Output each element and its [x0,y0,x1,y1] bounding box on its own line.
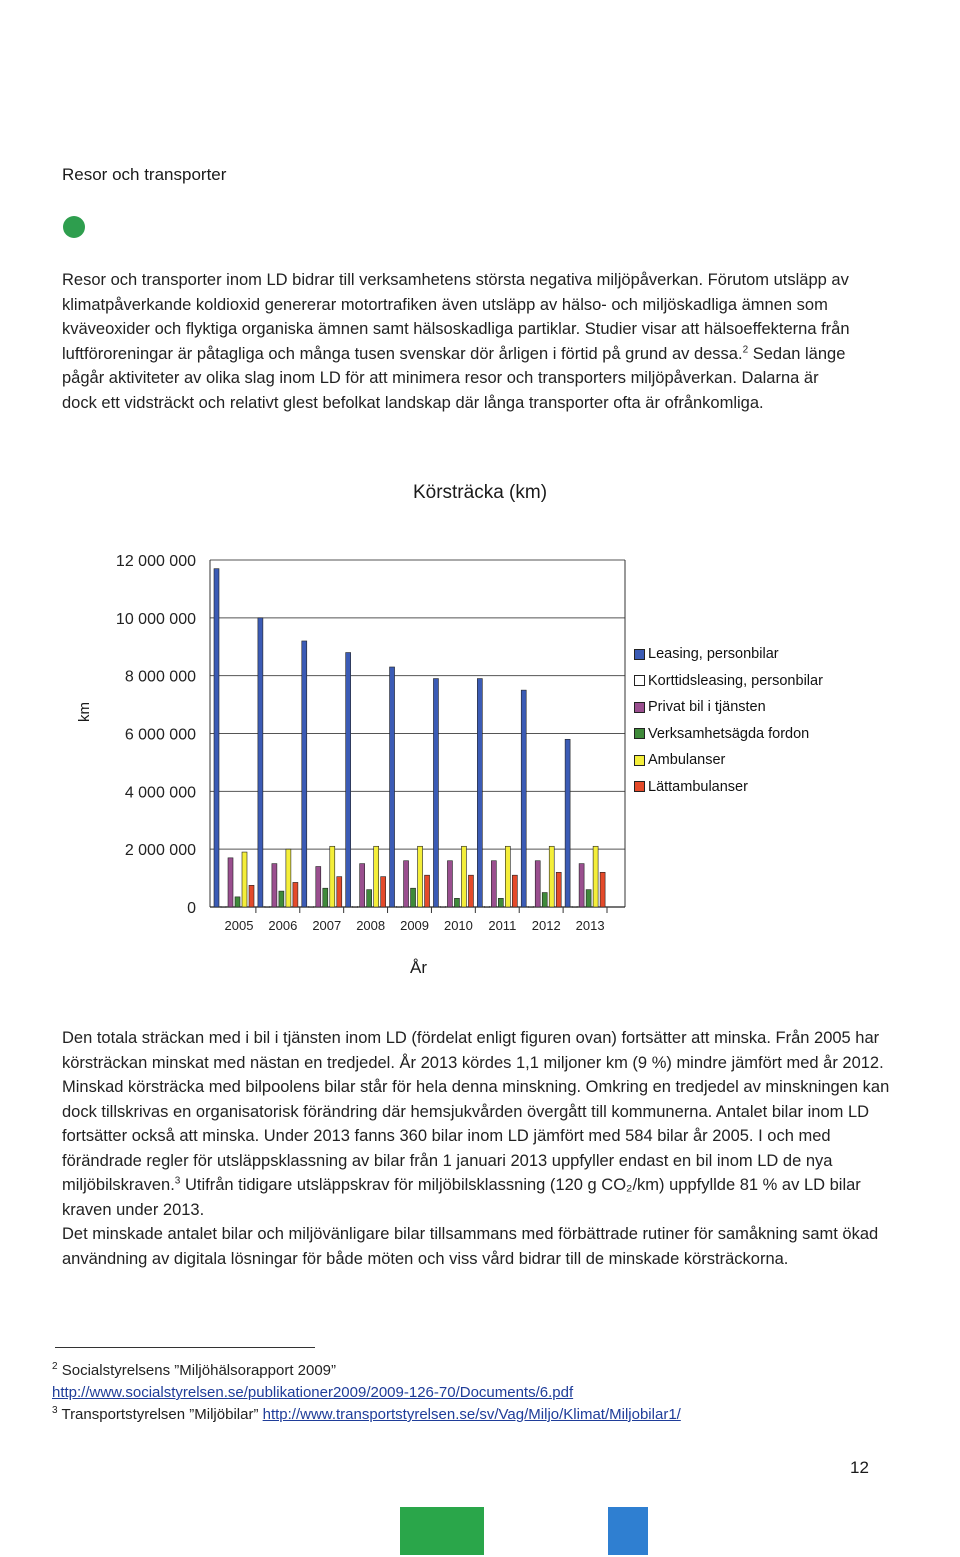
x-axis-title: År [410,958,427,977]
x-tick-label: 2012 [531,918,561,933]
intro-text-b: Sedan länge pågår aktiviteter av olika slag inom LD för att minimera resor och transporters miljöpåverkan. Dalarna är dock ett vidsträckt och relativt glest befolkat landskap där långa transporter ofta är ofrånkomliga. [62,344,846,412]
bar [477,679,482,907]
footnote-ref-2[interactable]: 2 [742,344,749,355]
bar [228,858,233,907]
bar [258,618,263,907]
legend-label: Leasing, personbilar [648,646,779,662]
bar [337,877,342,907]
bar [498,898,503,907]
footnote-number: 3 [52,1405,58,1416]
y-tick-label: 10 000 000 [115,610,196,628]
legend-swatch [634,675,645,686]
legend-swatch [634,649,645,660]
y-tick-label: 4 000 000 [124,784,196,802]
footnote-link[interactable]: http://www.transportstyrelsen.se/sv/Vag/Miljo/Klimat/Miljobilar1/ [262,1406,681,1423]
bar [468,875,473,907]
bar [286,849,291,907]
legend-label: Privat bil i tjänsten [648,699,766,715]
bar [265,906,270,907]
bar [411,888,416,907]
bar [433,679,438,907]
bar [600,872,605,907]
bar [397,906,402,907]
bar [367,890,372,907]
x-tick-label: 2006 [268,918,298,933]
bar [360,864,365,907]
legend-swatch [634,755,645,766]
legend-label: Lättambulanser [648,778,748,795]
bar [272,864,277,907]
bar [447,861,452,907]
x-tick-label: 2010 [443,918,473,933]
y-tick-label: 8 000 000 [124,668,196,686]
legend-item-privat-bil [634,694,823,721]
bar [374,846,379,907]
footnote-number: 2 [52,1361,58,1372]
bar [579,864,584,907]
bar [293,882,298,907]
legend-item-ambulanser [634,747,823,774]
x-tick-label: 2005 [224,918,254,933]
x-tick-label: 2011 [488,918,517,933]
bar [316,867,321,907]
bar [440,906,445,907]
footnote-text: Transportstyrelsen ”Miljöbilar” [57,1406,263,1423]
bar [549,846,554,907]
legend-swatch [634,728,645,739]
bar [279,891,284,907]
summary-paragraph-1 [62,1026,892,1222]
bar [346,653,351,907]
summary-paragraphs [62,1026,892,1271]
chart-title: Körsträcka (km) [412,482,548,503]
bar [353,906,358,907]
bar [418,846,423,907]
chart-legend [634,641,823,800]
legend-swatch [634,702,645,713]
legend-item-leasing [634,641,823,668]
bar [491,861,496,907]
bar [242,852,247,907]
bar [454,898,459,907]
legend-label: Korttidsleasing, personbilar [648,672,823,689]
legend-item-korttidsleasing [634,668,823,695]
bar [542,893,547,907]
footnote-link[interactable]: http://www.socialstyrelsen.se/publikationer2009/2009-126-70/Documents/6.pdf [52,1384,574,1401]
section-heading: Resor och transporter [62,165,227,184]
status-indicator-dot [63,216,85,238]
bar [381,877,386,907]
footnote-ref-3[interactable]: 3 [174,1175,181,1187]
bar [505,846,510,907]
legend-label: Ambulanser [648,752,726,768]
bar [221,906,226,907]
footnote-divider [55,1347,315,1348]
bar [512,875,517,907]
bar [235,897,240,907]
summary-paragraph-2: Det minskade antalet bilar och miljövänligare bilar tillsammans med förbättrade rutiner för samåkning samt ökad användning av digitala lösningar för både möten och viss vård bidrar till de minskade körsträckorna. [62,1225,879,1268]
bar [565,739,570,907]
bar [461,846,466,907]
x-tick-label: 2009 [400,918,430,933]
summary-text-a: Den totala sträckan med i bil i tjänsten inom LD (fördelat enligt figuren ovan) fortsätter att minska. Från 2005 har körsträckan minskat med nästan en tredjedel. År 2013 kördes 1,1 miljoner km (9 %) mindre jämfört med år 2012. Minskad körsträcka med bilpoolens bilar står för hela denna minskning. Omkring en tredjedel av minskningen kan dock tillskrivas en organisatorisk förändring där hemsjukvården övergått till kommunerna. Antalet bilar inom LD fortsätter också att minska. Under 2013 fanns 360 bilar inom LD jämfört med 584 bilar år 2005. I och med förändrade regler för utsläppsklassning av bilar från 1 januari 2013 uppfyller endast en bil inom LD de nya miljöbilskraven. [62,1029,890,1194]
legend-item-verksamhetsagda [634,721,823,748]
legend-label: Verksamhetsägda fordon [648,725,810,742]
y-tick-label: 0 [187,900,196,917]
bar [330,846,335,907]
bar [214,569,219,907]
intro-paragraph [62,268,852,415]
page-number: 12 [850,1458,869,1477]
x-tick-label: 2013 [575,918,605,933]
bar [484,906,489,907]
bar [556,872,561,907]
footnote-3 [52,1404,681,1426]
x-tick-label: 2007 [312,918,342,933]
footnote-2 [52,1360,573,1404]
bar [323,888,328,907]
intro-text-a: Resor och transporter inom LD bidrar till verksamhetens största negativa miljöpåverkan. Förutom utsläpp av klimatpåverkande koldioxid genererar motortrafiken även utsläpp av hälso- och miljöskadliga ämnen som kväveoxider och flyktiga organiska ämnen samt hälsoskadliga partiklar. Studier visar att hälsoeffekterna från luftföroreningar är påtagliga och många tusen svenskar dör årligen i förtid på grund av dessa. [62,271,850,363]
bar [521,690,526,907]
bar [309,906,314,907]
x-tick-label: 2008 [356,918,386,933]
scan-mark-blue [608,1507,648,1555]
bar [425,875,430,907]
y-tick-label: 12 000 000 [115,553,196,570]
bar [572,906,577,907]
y-axis-title: km [76,702,93,722]
scan-mark-green [400,1507,484,1555]
bar [593,846,598,907]
bar [528,906,533,907]
y-tick-label: 6 000 000 [124,726,196,744]
legend-swatch [634,781,645,792]
summary-text-b: Utifrån tidigare utsläppskrav för miljöbilsklassning (120 g CO₂/km) uppfyllde 81 % av LD bilar kraven under 2013. [62,1176,861,1219]
bar [390,667,395,907]
y-tick-label: 2 000 000 [124,842,196,860]
bar [302,641,307,907]
bar [249,885,254,907]
bar [404,861,409,907]
bar [586,890,591,907]
footnote-text: Socialstyrelsens ”Miljöhälsorapport 2009” [57,1362,337,1379]
legend-item-lattambulanser [634,774,823,801]
bar [535,861,540,907]
